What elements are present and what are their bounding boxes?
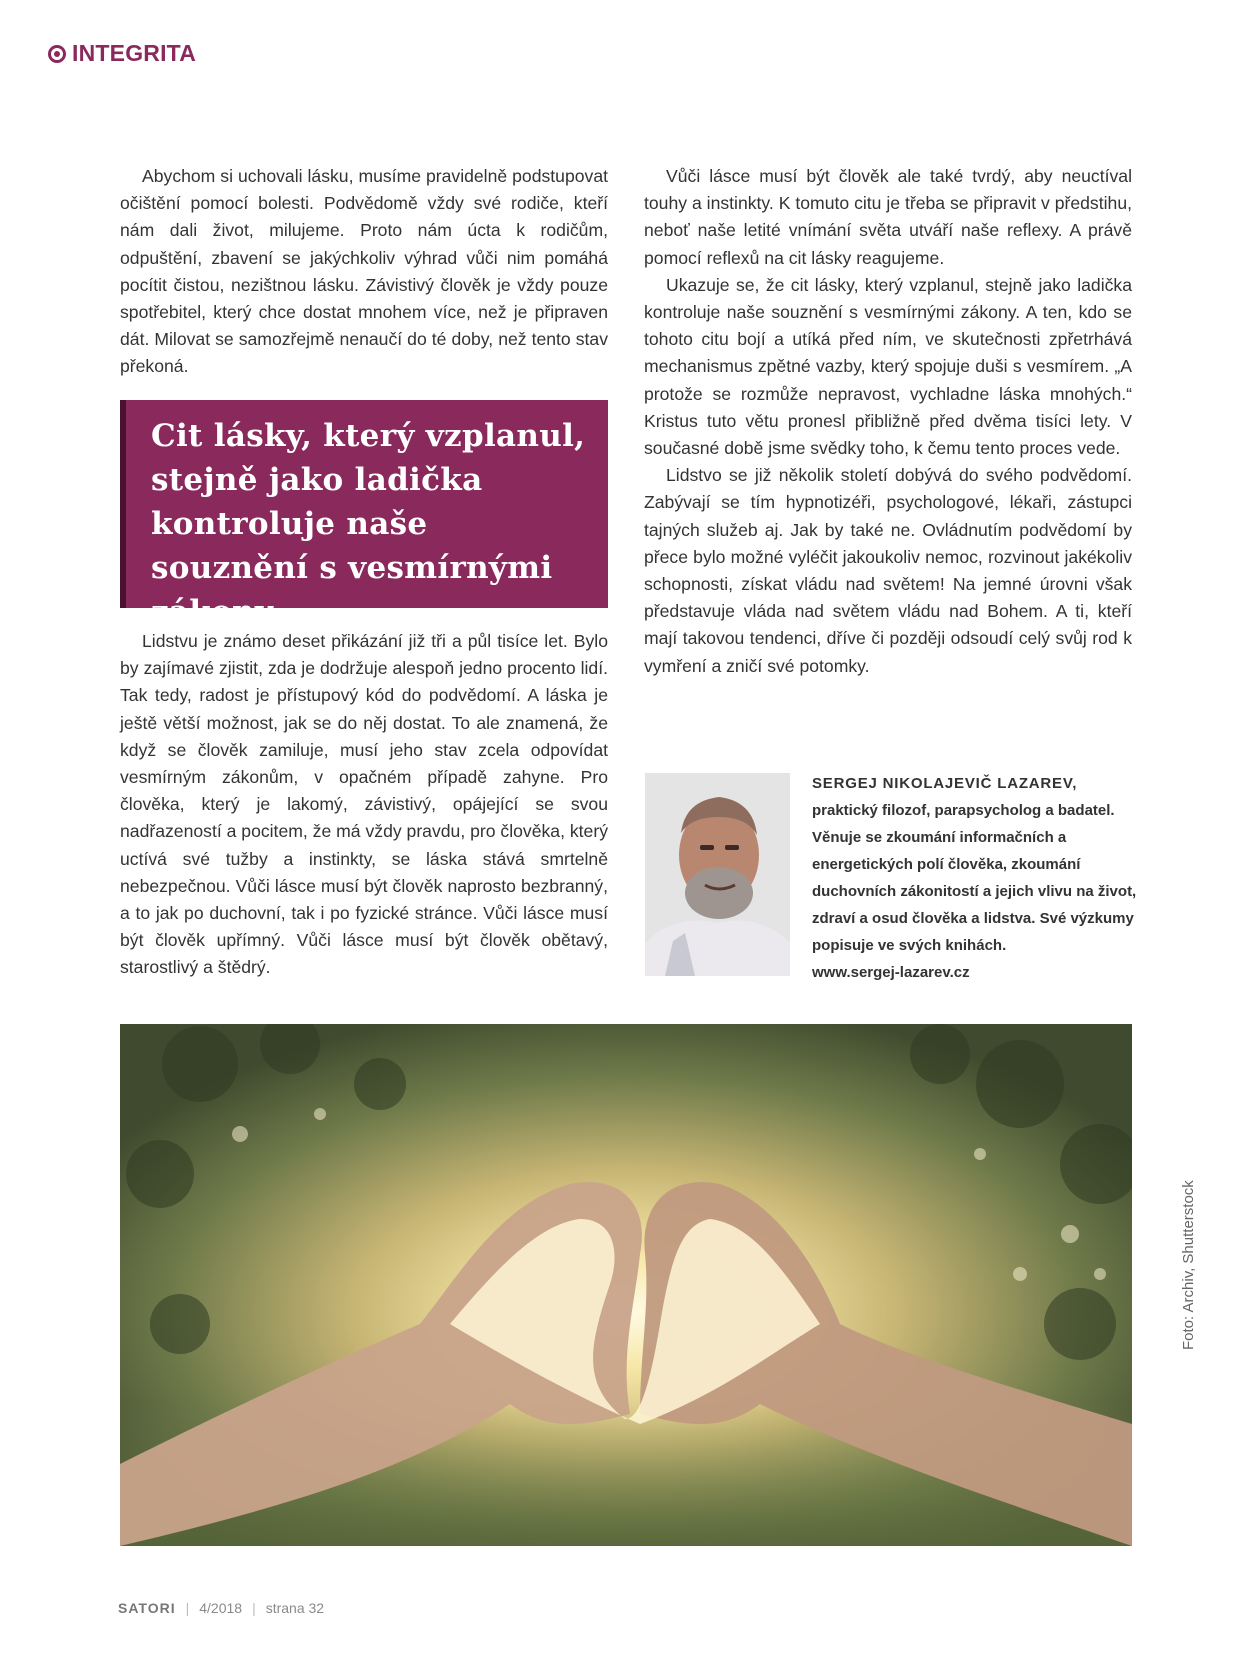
footer-divider: | xyxy=(185,1600,190,1616)
footer-page: strana 32 xyxy=(265,1600,325,1616)
paragraph: Abychom si uchovali lásku, musíme pravidelně podstupovat očištění pomocí bolesti. Podvědomě vždy své rodiče, kteří nám dali život, milujeme. Proto nám úcta k rodičům, odpuštění, zbavení se jakýchkoliv výhrad vůči nim pomáhá pocítit čistou, nezištnou lásku. Závistivý člověk je vždy pouze spotřebitel, který chce dostat mnohem více, než je připraven dát. Milovat se samozřejmě nenaučí do té doby, než tento stav překoná. xyxy=(120,166,608,377)
left-column-top xyxy=(120,163,608,381)
section-header xyxy=(48,40,196,67)
paragraph: Ukazuje se, že cit lásky, který vzplanul, stejně jako ladička kontroluje naše souznění s vesmírnými zákony. A ten, kdo se tohoto citu bojí a utíká před ním, ve skutečnosti zpřetrhává mechanismus zpětné vazby, který spojuje duši s vesmírem. „A protože se rozmůže nepravost, vychladne láska mnohých.“ Kristus tuto větu pronesl přibližně před dvěma tisíci lety. V současné době jsme svědky toho, k čemu tento proces vede. xyxy=(644,274,1132,459)
footer-divider: | xyxy=(252,1600,256,1616)
paragraph: Lidstvo se již několik století dobývá do svého podvědomí. Zabývají se tím hypnotizéři, psychologové, lékaři, zástupci tajných služeb aj. Jak by také ne. Ovládnutím podvědomí by přece bylo možné vyléčit jakoukoliv nemoc, rozvinout jakékoliv schopnosti, získat vládu nad světem! Na jemné úrovni však představuje vláda nad světem vládu nad Bohem. A ti, kteří mají takovou tendenci, dříve či později odsoudí celý svůj rod k vymření a zničí své potomky. xyxy=(644,465,1132,676)
section-title: INTEGRITA xyxy=(72,40,197,66)
paragraph: Vůči lásce musí být člověk ale také tvrdý, aby neuctíval touhy a instinkty. K tomuto citu je třeba se připravit v předstihu, neboť naše letité vnímání světa utváří naše reflexy. A právě pomocí reflexů na cit lásky reagujeme. xyxy=(644,166,1132,268)
author-website[interactable]: www.sergej-lazarev.cz xyxy=(812,964,970,981)
paragraph: Lidstvu je známo deset přikázání již tři a půl tisíce let. Bylo by zajímavé zjistit, zda je dodržuje alespoň jedno procento lidí. Tak tedy, radost je přístupový kód do podvědomí. A láska je ještě větší možnost, jak se do něj dostat. To ale znamená, že když se člověk zamiluje, musí jeho stav zcela odpovídat vesmírným zákonům, v opačném případě zahyne. Pro člověka, který je lakomý, závistivý, opájející se svou nadřazeností a pocitem, že má vždy pravdu, pro člověka, který uctívá své tužby a instinkty, se láska stává smrtelně nebezpečnou. Vůči lásce musí být člověk naprosto bezbranný, a to jak po duchovní, tak i po fyzické stránce. Vůči lásce musí být člověk upřímný. Vůči lásce musí být člověk obětavý, starostlivý a štědrý. xyxy=(120,631,608,978)
footer-issue: 4/2018 xyxy=(199,1600,243,1616)
left-column-bottom xyxy=(120,628,608,982)
author-description: praktický filozof, parapsycholog a badatel. Věnuje se zkoumání informačních a energetických polí člověka, zkoumání duchovních zákonitostí a jejich vlivu na život, zdraví a osud člověka a lidstva. Své výzkumy popisuje ve svých knihách. xyxy=(812,802,1137,954)
author-bio xyxy=(812,770,1142,986)
footer-brand: SATORI xyxy=(118,1600,176,1616)
heart-hands-photo xyxy=(120,1024,1132,1546)
page-footer xyxy=(118,1600,324,1616)
author-name: SERGEJ NIKOLAJEVIČ LAZAREV, xyxy=(812,775,1078,792)
pullquote-text: Cit lásky, který vzplanul, stejně jako ladička kontroluje naše souznění s vesmírnými zákony. xyxy=(151,418,586,630)
pullquote-box xyxy=(120,400,608,630)
target-circle-icon xyxy=(48,45,66,63)
right-column xyxy=(644,163,1132,680)
author-portrait xyxy=(645,773,790,976)
